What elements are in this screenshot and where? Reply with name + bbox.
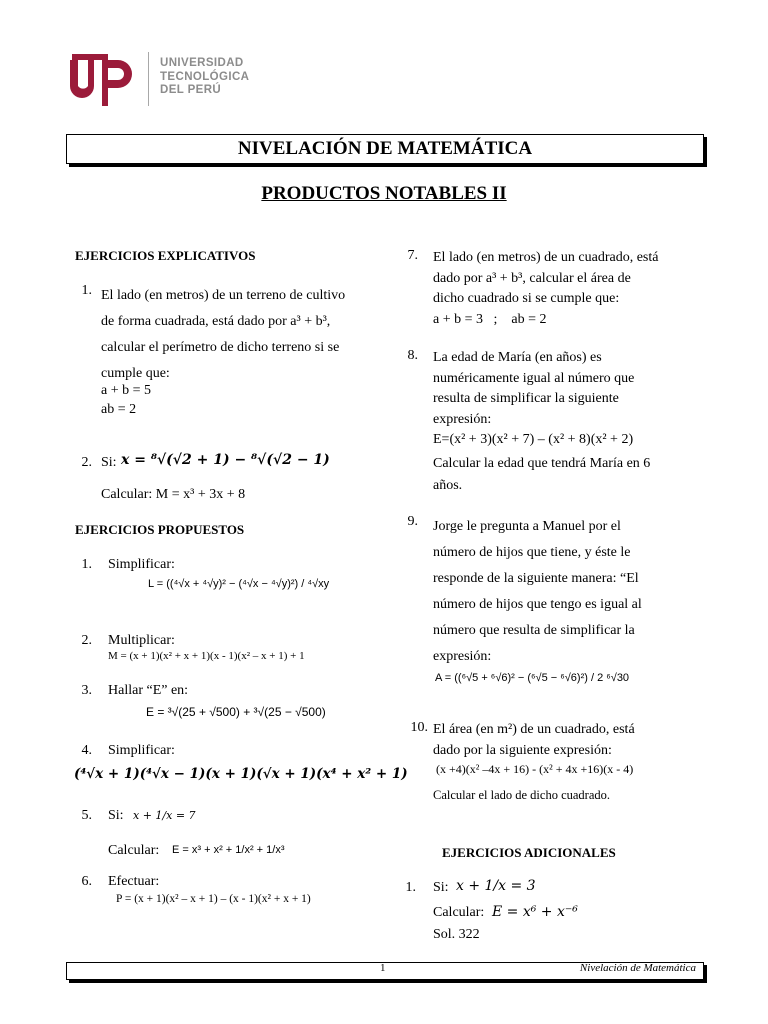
- text-line: de forma cuadrada, está dado por a³ + b³,: [101, 314, 331, 329]
- condition: ab = 2: [101, 402, 137, 417]
- exercise-label: Calcular:: [108, 843, 160, 858]
- text-line: expresión:: [433, 649, 492, 664]
- page-subtitle: PRODUCTOS NOTABLES II: [261, 183, 507, 204]
- exercise-label: Calcular:: [433, 905, 485, 920]
- utp-logo-mark: [68, 46, 144, 110]
- exercise-number: 8.: [407, 348, 418, 363]
- text-line: El lado (en metros) de un terreno de cultivo: [101, 288, 346, 303]
- exercise-number: 4.: [81, 743, 92, 758]
- exercise-7-text: [433, 248, 685, 330]
- text-line: responde de la siguiente manera: “El: [433, 571, 639, 586]
- exercise-number: 3.: [81, 683, 92, 698]
- university-line-3: DEL PERÚ: [160, 84, 222, 96]
- text-line: resulta de simplificar la siguiente: [433, 391, 619, 406]
- text-line: La edad de María (en años) es: [433, 350, 602, 365]
- utp-logo: [68, 46, 144, 115]
- text-line: dicho cuadrado si se cumple que:: [433, 291, 620, 306]
- text-line: Calcular la edad que tendrá María en 6: [433, 456, 651, 471]
- text-line: E=(x² + 3)(x² + 7) – (x² + 8)(x² + 2): [433, 432, 634, 447]
- formula-M: M = (x + 1)(x² + x + 1)(x - 1)(x² – x + 1) + 1: [108, 650, 305, 662]
- university-line-2: TECNOLÓGICA: [160, 70, 250, 83]
- university-line-1: UNIVERSIDAD: [160, 57, 244, 69]
- text-line: Jorge le pregunta a Manuel por el: [433, 519, 621, 534]
- exercise-label: Simplificar:: [108, 557, 175, 572]
- text-line: número que resulta de simplificar la: [433, 623, 635, 638]
- text-line: número de hijos que tengo es igual al: [433, 597, 642, 612]
- exercise-2-expression: x = ⁸√(√2 + 1) − ⁸√(√2 − 1): [121, 452, 330, 468]
- logo-divider: [148, 52, 149, 106]
- exercise-8-text: [433, 348, 685, 451]
- exercise-1-text: [101, 283, 371, 387]
- formula-P: P = (x + 1)(x² – x + 1) – (x - 1)(x² + x + 1): [116, 893, 311, 905]
- solution: Sol. 322: [433, 927, 480, 942]
- exercise-2-label: Si:: [101, 455, 117, 470]
- exercise-number: 1.: [81, 283, 92, 298]
- university-name: [160, 57, 249, 98]
- exercise-number: 2.: [81, 633, 92, 648]
- formula-condition: x + 1/x = 7: [133, 809, 196, 822]
- text-line: a + b = 3 ; ab = 2: [433, 311, 547, 327]
- exercise-number: 10.: [410, 720, 428, 735]
- exercise-1-conditions: [101, 381, 151, 419]
- text-line: expresión:: [433, 411, 492, 427]
- exercise-number: 1.: [81, 557, 92, 572]
- condition: a + b = 5: [101, 383, 152, 398]
- formula-condition: x + 1/x = 3: [456, 878, 536, 894]
- formula-A: A = ((⁶√5 + ⁶√6)² − (⁶√5 − ⁶√6)²) / 2 ⁶√30: [435, 672, 630, 684]
- exercise-2-calc: Calcular: M = x³ + 3x + 8: [101, 487, 246, 502]
- exercise-label: Simplificar:: [108, 743, 175, 758]
- page-number: 1: [380, 962, 386, 974]
- formula-E6: E = x⁶ + x⁻⁶: [492, 904, 578, 920]
- text-line: El área (en m²) de un cuadrado, está: [433, 722, 635, 737]
- footer-label: Nivelación de Matemática: [579, 962, 696, 974]
- heading-propuestos: EJERCICIOS PROPUESTOS: [75, 522, 245, 537]
- formula-product: (⁴√x + 1)(⁴√x − 1)(x + 1)(√x + 1)(x⁴ + x² + 1): [74, 766, 408, 782]
- text-line: años.: [433, 478, 463, 493]
- text-line: dado por la siguiente expresión:: [433, 742, 612, 758]
- text-line: numéricamente igual al número que: [433, 370, 635, 386]
- formula-L: L = ((⁴√x + ⁴√y)² − (⁴√x − ⁴√y)²) / ⁴√xy: [148, 578, 330, 590]
- text-line: número de hijos que tiene, y éste le: [433, 545, 631, 560]
- exercise-9-text: [433, 514, 685, 670]
- exercise-number: 6.: [81, 874, 92, 889]
- exercise-label: Si:: [108, 808, 124, 823]
- text-line: calcular el perímetro de dicho terreno si se: [101, 340, 340, 355]
- exercise-number: 5.: [81, 808, 92, 823]
- exercise-10-text: [433, 720, 685, 761]
- title-box: [66, 134, 704, 164]
- exercise-number: 1.: [405, 880, 416, 895]
- exercise-label: Si:: [433, 880, 449, 895]
- formula-area: (x +4)(x² –4x + 16) - (x² + 4x +16)(x - 4): [436, 762, 634, 776]
- exercise-number: 7.: [407, 248, 418, 263]
- heading-explicativos: EJERCICIOS EXPLICATIVOS: [75, 248, 256, 263]
- page-title: NIVELACIÓN DE MATEMÁTICA: [237, 138, 533, 159]
- exercise-10-calc: Calcular el lado de dicho cuadrado.: [433, 788, 611, 802]
- exercise-number: 2.: [81, 455, 92, 470]
- heading-adicionales: EJERCICIOS ADICIONALES: [442, 845, 616, 860]
- formula-E: E = ³√(25 + √500) + ³√(25 − √500): [146, 705, 326, 719]
- text-line: dado por a³ + b³, calcular el área de: [433, 270, 631, 286]
- exercise-8-calc: [433, 453, 685, 497]
- exercise-label: Efectuar:: [108, 874, 160, 889]
- exercise-number: 9.: [407, 514, 418, 529]
- exercise-label: Multiplicar:: [108, 633, 175, 648]
- text-line: cumple que:: [101, 366, 170, 381]
- formula-E2: E = x³ + x² + 1/x² + 1/x³: [172, 844, 285, 856]
- text-line: El lado (en metros) de un cuadrado, está: [433, 250, 659, 265]
- exercise-label: Hallar “E” en:: [108, 683, 189, 698]
